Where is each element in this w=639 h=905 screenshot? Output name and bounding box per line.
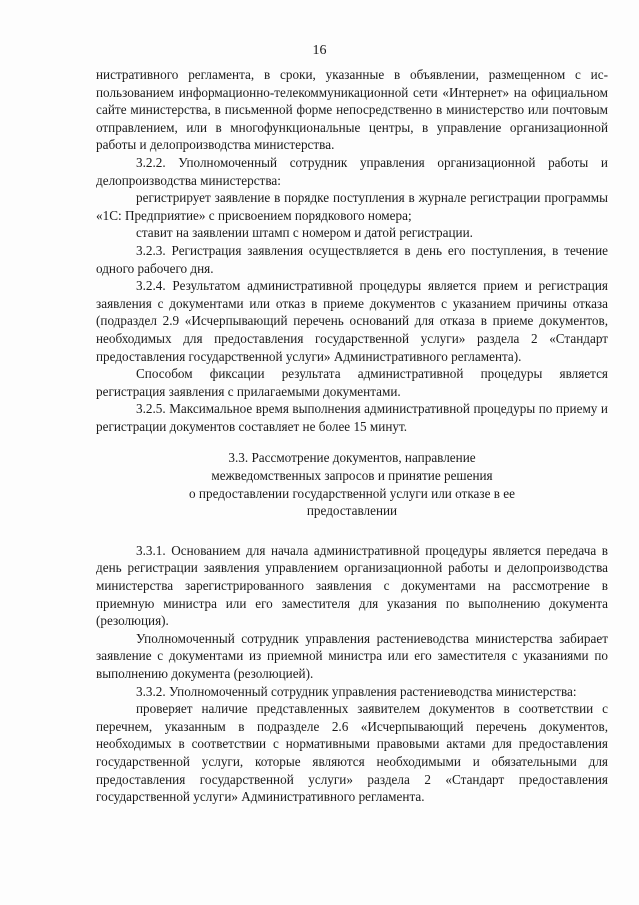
paragraph: Способом фиксации результата административной процедуры является регистрация заявления с прилагаемыми документами.	[96, 366, 608, 399]
paragraph: проверяет наличие представленных заявителем документов в соответствии с перечнем, указанным в подразделе 2.6 «Исчерпывающий перечень документов, необходимых в соответствии с нормативными правовыми актами для предоставления государственной услуги, которые являются необходимыми и обязательными для предоставления государственной услуги» раздела 2 «Стандарт предоставления государственной услуги» Административного регламента.	[96, 701, 608, 805]
section-heading-line: предоставлении	[306, 503, 398, 519]
section-heading	[96, 449, 608, 519]
paragraph: 3.2.3. Регистрация заявления осуществляется в день его поступления, в течение одного рабочего дня.	[96, 242, 608, 276]
paragraph: 3.2.2. Уполномоченный сотрудник управления организационной работы и делопроизводства министерства:	[96, 154, 608, 188]
paragraphs-after-heading	[96, 542, 608, 806]
section-heading-line: о предоставлении государственной услуги или отказе в ее	[189, 485, 515, 501]
document-body	[96, 66, 608, 806]
section-heading-line: межведомственных запросов и принятие решения	[211, 468, 493, 484]
paragraphs-before-heading	[96, 66, 608, 435]
paragraph: 3.2.4. Результатом административной процедуры является прием и регистрация заявления с документами или отказ в приеме документов с указанием причины отказа (подраздел 2.9 «Исчерпывающий перечень оснований для отказа в приеме документов, необходимых для предоставления государственной услуги» раздела 2 «Стандарт предоставления государственной услуги» Административного регламента).	[96, 278, 608, 364]
paragraph: нистративного регламента, в сроки, указанные в объявлении, размещенном с использованием информационно-телекоммуникационной сети «Интернет» на официальном сайте министерства, в письменной форме непосредственно в министерство или почтовым отправлением, или в многофункциональные центры, в управление организационной работы и делопроизводства министерства.	[96, 67, 608, 153]
paragraph: 3.3.2. Уполномоченный сотрудник управления растениеводства министерства:	[136, 683, 577, 699]
paragraph: Уполномоченный сотрудник управления растениеводства министерства забирает заявление с документами из приемной министра или его заместителя с указаниями по выполнению документа (резолюцией).	[96, 630, 608, 681]
paragraph: 3.3.1. Основанием для начала административной процедуры является передача в день регистрации заявления управлением организационной работы и делопроизводства министерства зарегистрированного заявления с документами на рассмотрение в приемную министра или его заместителя для указания по выполнению документа (резолюция).	[96, 542, 608, 629]
section-heading-line: 3.3. Рассмотрение документов, направление	[228, 450, 476, 466]
paragraph: 3.2.5. Максимальное время выполнения административной процедуры по приему и регистрации документов составляет не более 15 минут.	[96, 401, 608, 434]
paragraph: регистрирует заявление в порядке поступления в журнале регистрации программы «1С: Предприятие» с присвоением порядкового номера;	[96, 190, 608, 223]
paragraph: ставит на заявлении штамп с номером и датой регистрации.	[136, 225, 473, 241]
page-number: 16	[312, 43, 327, 58]
